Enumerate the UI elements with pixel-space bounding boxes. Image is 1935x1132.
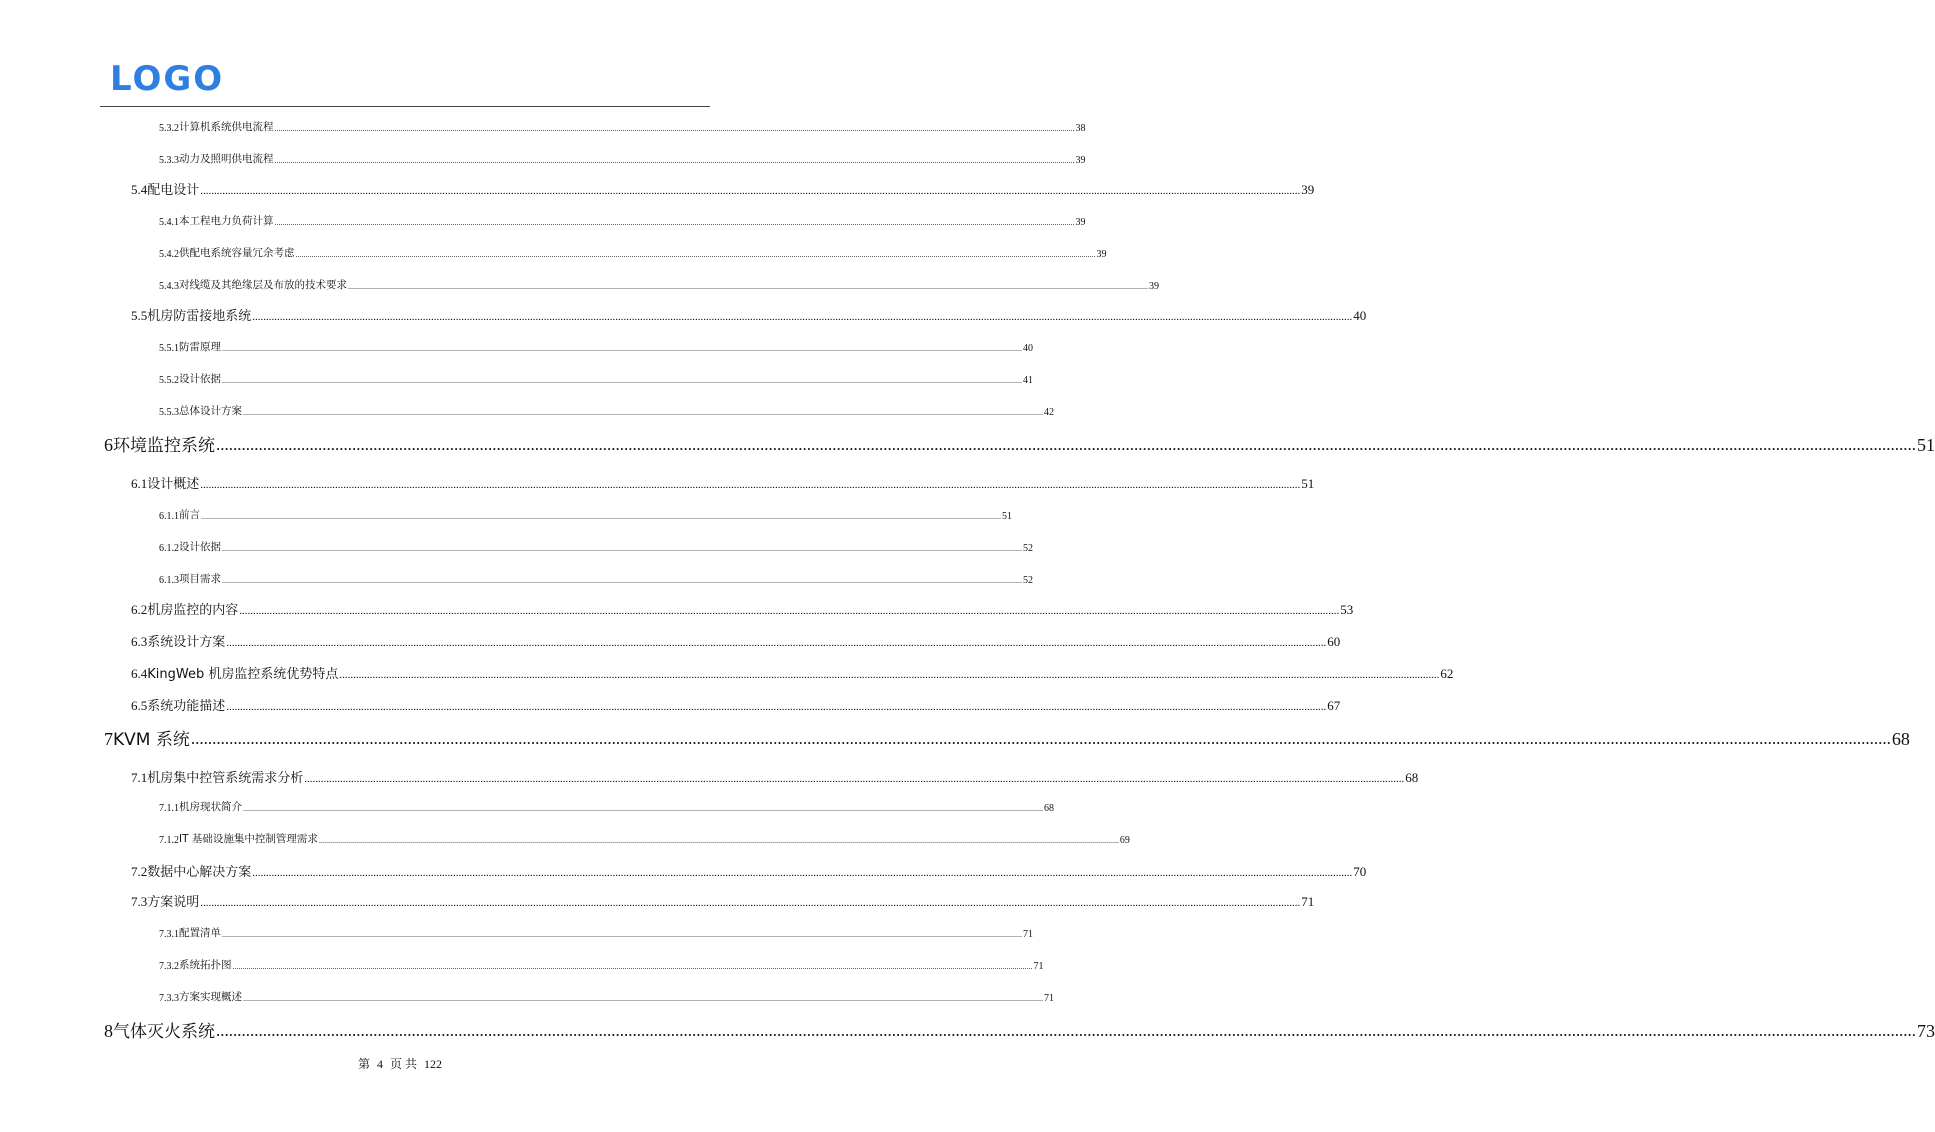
toc-entry-page: 42 xyxy=(1044,407,1054,418)
toc-entry-page: 71 xyxy=(1033,961,1044,972)
toc-entry-title: 设计依据 xyxy=(179,541,221,553)
toc-entry[interactable] xyxy=(0,362,1033,386)
toc-entry-page: 62 xyxy=(1440,666,1454,681)
toc-entry-title: 系统功能描述 xyxy=(147,699,226,714)
toc-entry[interactable] xyxy=(0,562,1033,586)
toc-entry-number: 7.3.1 xyxy=(159,929,179,940)
toc-entry-title: 机房防雷接地系统 xyxy=(147,309,252,324)
toc-entry-title: 设计概述 xyxy=(147,477,200,492)
toc-entry-page: 68 xyxy=(1044,803,1054,814)
toc-entry[interactable] xyxy=(0,172,1315,198)
toc-entry-number: 6.4 xyxy=(131,666,148,681)
toc-entry-page: 68 xyxy=(1405,770,1419,785)
toc-entry-number: 7.1.1 xyxy=(159,803,179,814)
toc-entry-page: 39 xyxy=(1149,281,1159,292)
toc-leader-dots: ................................................................................................................................................................................................................................................................................................................................................................................................................ xyxy=(222,930,1022,939)
company-logo: LOGO xyxy=(110,59,225,99)
toc-entry-number: 7.1.2 xyxy=(159,835,179,846)
toc-entry-title: 设计依据 xyxy=(179,373,221,385)
toc-leader-dots: ................................................................................................................................................................................................................................................................................................................................................................................................................ xyxy=(216,435,1916,454)
toc-entry[interactable] xyxy=(0,268,1159,292)
toc-entry-page: 60 xyxy=(1327,634,1341,649)
toc-entry-number: 6.1.3 xyxy=(159,575,179,586)
toc-entry[interactable] xyxy=(0,394,1054,418)
toc-entry-page: 51 xyxy=(1917,435,1935,455)
toc-entry-title: 系统拓扑图 xyxy=(179,959,232,971)
toc-entry[interactable] xyxy=(0,656,1454,682)
toc-entry[interactable] xyxy=(0,530,1033,554)
toc-entry-number: 7 xyxy=(104,729,113,749)
toc-leader-dots: ................................................................................................................................................................................................................................................................................................................................................................................................................ xyxy=(252,867,1353,879)
toc-entry-number: 6.5 xyxy=(131,698,148,713)
toc-entry-title: 本工程电力负荷计算 xyxy=(179,215,274,227)
toc-leader-dots: ................................................................................................................................................................................................................................................................................................................................................................................................................ xyxy=(274,218,1075,227)
toc-entry[interactable] xyxy=(0,142,1086,166)
toc-entry-title: 数据中心解决方案 xyxy=(147,865,252,880)
toc-entry-number: 5.5 xyxy=(131,308,148,323)
toc-leader-dots: ................................................................................................................................................................................................................................................................................................................................................................................................................ xyxy=(226,701,1327,713)
toc-entry-title: 供配电系统容量冗余考虑 xyxy=(179,247,295,259)
toc-entry[interactable] xyxy=(0,760,1419,786)
page-footer xyxy=(0,1055,800,1072)
toc-entry-number: 5.5.1 xyxy=(159,343,179,354)
toc-leader-dots: ................................................................................................................................................................................................................................................................................................................................................................................................................ xyxy=(222,376,1022,385)
toc-entry[interactable] xyxy=(0,948,1044,972)
toc-entry-page: 39 xyxy=(1075,217,1086,228)
toc-leader-dots: ................................................................................................................................................................................................................................................................................................................................................................................................................ xyxy=(318,836,1119,845)
toc-entry-page: 51 xyxy=(1301,476,1315,491)
toc-entry-page: 71 xyxy=(1044,993,1054,1004)
toc-entry-page: 39 xyxy=(1096,249,1107,260)
toc-entry-title: 项目需求 xyxy=(179,573,221,585)
toc-leader-dots: ................................................................................................................................................................................................................................................................................................................................................................................................................ xyxy=(304,773,1405,785)
toc-entry-number: 7.2 xyxy=(131,864,148,879)
toc-entry-page: 41 xyxy=(1023,375,1033,386)
toc-entry-number: 7.3 xyxy=(131,894,148,909)
toc-entry-title: KVM 系统 xyxy=(113,730,190,750)
footer-total-pages: 122 xyxy=(424,1057,443,1071)
toc-leader-dots: ................................................................................................................................................................................................................................................................................................................................................................................................................ xyxy=(200,479,1301,491)
toc-entry-title: 总体设计方案 xyxy=(179,405,242,417)
toc-leader-dots: ................................................................................................................................................................................................................................................................................................................................................................................................................ xyxy=(243,408,1043,417)
toc-entry[interactable] xyxy=(0,884,1315,910)
footer-middle: 页 共 xyxy=(390,1057,418,1071)
toc-entry-number: 5.3.2 xyxy=(159,123,179,134)
toc-entry-title: 系统设计方案 xyxy=(147,635,226,650)
toc-entry-page: 53 xyxy=(1340,602,1354,617)
toc-leader-dots: ................................................................................................................................................................................................................................................................................................................................................................................................................ xyxy=(348,282,1148,291)
toc-entry-page: 67 xyxy=(1327,698,1341,713)
toc-entry[interactable] xyxy=(0,688,1341,714)
toc-entry[interactable] xyxy=(0,720,1910,750)
toc-entry-number: 5.5.3 xyxy=(159,407,179,418)
toc-entry[interactable] xyxy=(0,330,1033,354)
toc-leader-dots: ................................................................................................................................................................................................................................................................................................................................................................................................................ xyxy=(200,185,1301,197)
toc-entry[interactable] xyxy=(0,466,1315,492)
toc-entry[interactable] xyxy=(0,822,1130,846)
toc-entry[interactable] xyxy=(0,498,1012,522)
toc-leader-dots: ................................................................................................................................................................................................................................................................................................................................................................................................................ xyxy=(274,156,1075,165)
toc-entry-number: 5.4.3 xyxy=(159,281,179,292)
toc-entry-page: 70 xyxy=(1353,864,1367,879)
toc-entry[interactable] xyxy=(0,298,1367,324)
toc-leader-dots: ................................................................................................................................................................................................................................................................................................................................................................................................................ xyxy=(226,637,1327,649)
toc-leader-dots: ................................................................................................................................................................................................................................................................................................................................................................................................................ xyxy=(295,250,1096,259)
toc-entry-number: 5.3.3 xyxy=(159,155,179,166)
toc-entry-title: 环境监控系统 xyxy=(113,436,215,456)
toc-entry-number: 7.3.3 xyxy=(159,993,179,1004)
toc-entry-page: 39 xyxy=(1301,182,1315,197)
toc-entry-title: 配电设计 xyxy=(147,183,200,198)
toc-entry[interactable] xyxy=(0,592,1354,618)
toc-entry-number: 6 xyxy=(104,435,113,455)
toc-leader-dots: ................................................................................................................................................................................................................................................................................................................................................................................................................ xyxy=(252,311,1353,323)
toc-entry[interactable] xyxy=(0,980,1054,1004)
toc-entry-number: 6.2 xyxy=(131,602,148,617)
toc-entry-title: 机房现状简介 xyxy=(179,801,242,813)
toc-entry-title: KingWeb 机房监控系统优势特点 xyxy=(147,667,339,682)
toc-entry-number: 6.1 xyxy=(131,476,148,491)
toc-entry-page: 38 xyxy=(1075,123,1086,134)
toc-entry-title: 对线缆及其绝缘层及布放的技术要求 xyxy=(179,279,347,291)
toc-entry-title: 机房监控的内容 xyxy=(147,603,239,618)
toc-entry-number: 5.4.2 xyxy=(159,249,179,260)
toc-entry-number: 6.1.1 xyxy=(159,511,179,522)
footer-prefix: 第 xyxy=(357,1057,370,1071)
toc-entry-title: 动力及照明供电流程 xyxy=(179,153,274,165)
toc-entry-number: 6.3 xyxy=(131,634,148,649)
toc-entry-number: 7.1 xyxy=(131,770,148,785)
toc-entry-page: 68 xyxy=(1891,729,1910,749)
toc-entry[interactable] xyxy=(0,790,1054,814)
toc-entry-title: 机房集中控管系统需求分析 xyxy=(147,771,304,786)
toc-leader-dots: ................................................................................................................................................................................................................................................................................................................................................................................................................ xyxy=(190,729,1891,748)
toc-leader-dots: ................................................................................................................................................................................................................................................................................................................................................................................................................ xyxy=(201,512,1001,521)
toc-entry[interactable] xyxy=(0,204,1086,228)
toc-entry-page: 71 xyxy=(1023,929,1033,940)
toc-entry-page: 40 xyxy=(1353,308,1367,323)
toc-entry[interactable] xyxy=(0,110,1086,134)
toc-entry-page: 40 xyxy=(1023,343,1033,354)
toc-entry-page: 52 xyxy=(1023,575,1033,586)
toc-leader-dots: ................................................................................................................................................................................................................................................................................................................................................................................................................ xyxy=(222,576,1022,585)
toc-entry-page: 71 xyxy=(1301,894,1315,909)
toc-leader-dots: ................................................................................................................................................................................................................................................................................................................................................................................................................ xyxy=(200,897,1301,909)
toc-leader-dots: ................................................................................................................................................................................................................................................................................................................................................................................................................ xyxy=(232,962,1033,971)
toc-entry-number: 8 xyxy=(104,1021,113,1041)
toc-entry-title: 方案说明 xyxy=(147,895,200,910)
toc-entry-title: 气体灭火系统 xyxy=(113,1022,215,1042)
toc-entry-title: 防雷原理 xyxy=(179,341,221,353)
toc-entry-number: 5.4 xyxy=(131,182,148,197)
toc-entry-number: 5.4.1 xyxy=(159,217,179,228)
toc-entry[interactable] xyxy=(0,236,1107,260)
toc-entry-title: IT 基础设施集中控制管理需求 xyxy=(179,833,318,845)
toc-leader-dots: ................................................................................................................................................................................................................................................................................................................................................................................................................ xyxy=(339,669,1440,681)
toc-entry[interactable] xyxy=(0,854,1367,880)
toc-entry[interactable] xyxy=(0,624,1341,650)
toc-leader-dots: ................................................................................................................................................................................................................................................................................................................................................................................................................ xyxy=(243,994,1043,1003)
toc-leader-dots: ................................................................................................................................................................................................................................................................................................................................................................................................................ xyxy=(216,1021,1916,1040)
toc-leader-dots: ................................................................................................................................................................................................................................................................................................................................................................................................................ xyxy=(243,804,1043,813)
toc-leader-dots: ................................................................................................................................................................................................................................................................................................................................................................................................................ xyxy=(274,124,1075,133)
footer-current-page: 4 xyxy=(377,1057,383,1071)
toc-entry-title: 配置清单 xyxy=(179,927,221,939)
toc-entry-number: 7.3.2 xyxy=(159,961,179,972)
toc-entry-number: 6.1.2 xyxy=(159,543,179,554)
toc-leader-dots: ................................................................................................................................................................................................................................................................................................................................................................................................................ xyxy=(222,344,1022,353)
toc-entry-page: 39 xyxy=(1075,155,1086,166)
toc-leader-dots: ................................................................................................................................................................................................................................................................................................................................................................................................................ xyxy=(239,605,1340,617)
toc-entry-page: 73 xyxy=(1917,1021,1935,1041)
toc-entry-number: 5.5.2 xyxy=(159,375,179,386)
toc-entry-page: 51 xyxy=(1002,511,1012,522)
toc-entry[interactable] xyxy=(0,916,1033,940)
toc-entry[interactable] xyxy=(0,1012,1935,1042)
toc-entry-page: 52 xyxy=(1023,543,1033,554)
toc-entry-page: 69 xyxy=(1119,835,1130,846)
toc-entry[interactable] xyxy=(0,426,1935,456)
toc-entry-title: 计算机系统供电流程 xyxy=(179,121,274,133)
toc-entry-title: 方案实现概述 xyxy=(179,991,242,1003)
toc-leader-dots: ................................................................................................................................................................................................................................................................................................................................................................................................................ xyxy=(222,544,1022,553)
toc-entry-title: 前言 xyxy=(179,509,200,521)
